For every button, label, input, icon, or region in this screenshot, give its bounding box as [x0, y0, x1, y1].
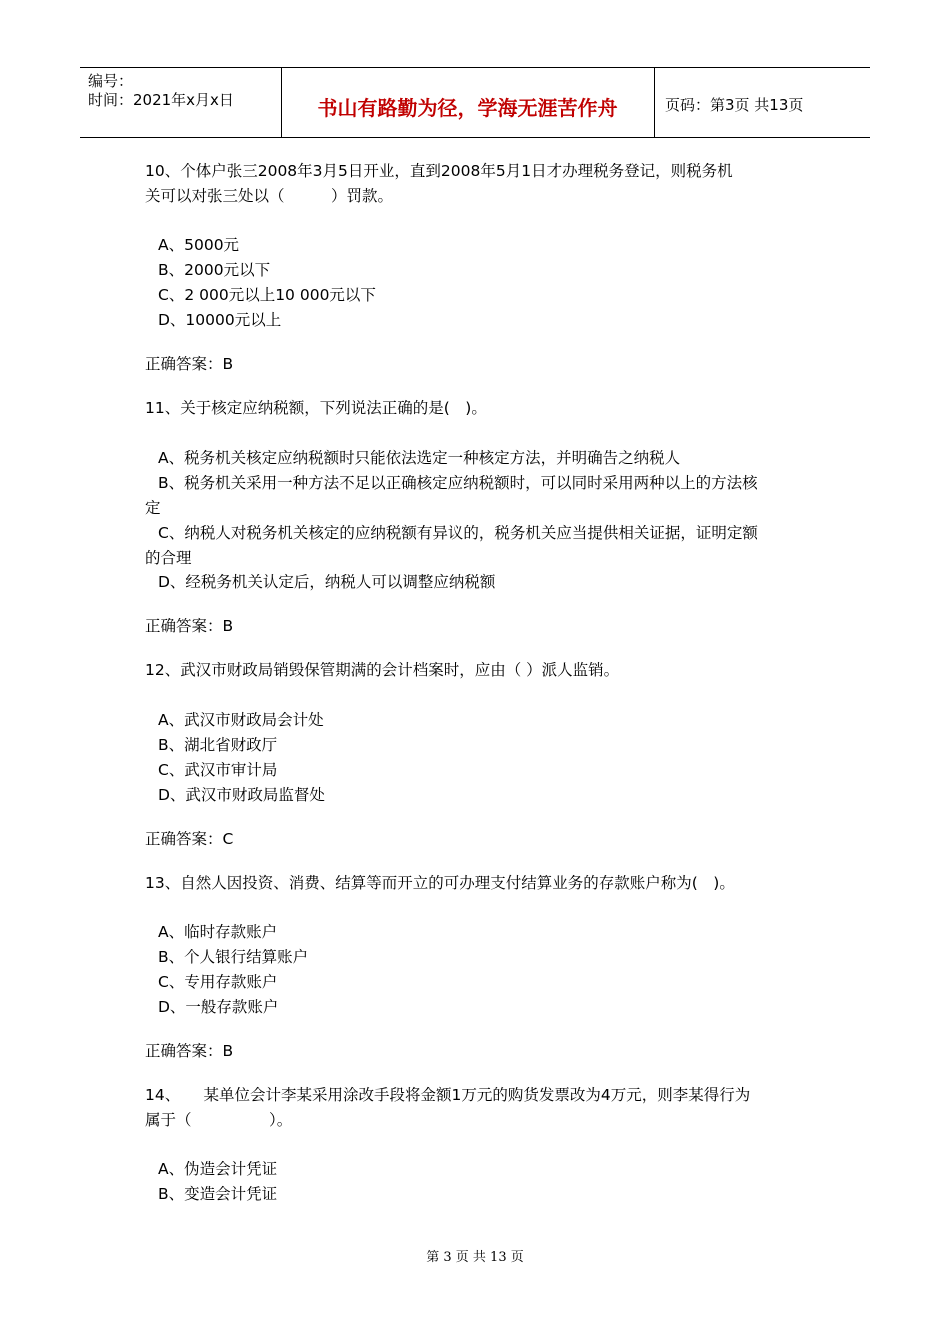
q11-stem: 11、关于核定应纳税额，下列说法正确的是( )。 — [145, 399, 487, 417]
header-motto-cell — [281, 68, 655, 137]
q10-option-b: B、2000元以下 — [158, 261, 271, 279]
q12-option-d: D、武汉市财政局监督处 — [158, 786, 325, 804]
q10-option-a: A、5000元 — [158, 236, 240, 254]
q14-option-a: A、伪造会计凭证 — [158, 1160, 278, 1178]
q13-option-a: A、临时存款账户 — [158, 923, 278, 941]
q12-option-c: C、武汉市审计局 — [158, 761, 278, 779]
code-label: 编号： — [88, 72, 134, 90]
q10-option-d: D、10000元以上 — [158, 311, 282, 329]
header-page-cell — [655, 68, 870, 137]
header-left-cell — [80, 68, 282, 137]
q12-stem: 12、武汉市财政局销毁保管期满的会计档案时，应由（ ）派人监销。 — [145, 661, 620, 679]
q11-option-b-cont: 定 — [145, 499, 161, 517]
q14-stem-line-2: 属于（ ）。 — [145, 1111, 293, 1129]
q11-option-b: B、税务机关采用一种方法不足以正确核定应纳税额时，可以同时采用两种以上的方法核 — [158, 474, 758, 492]
q12-option-b: B、湖北省财政厅 — [158, 736, 278, 754]
page-footer: 第 3 页 共 13 页 — [426, 1250, 524, 1265]
q11-option-d: D、经税务机关认定后，纳税人可以调整应纳税额 — [158, 573, 496, 591]
page-info: 页码：第3页 共13页 — [665, 96, 804, 114]
q14-stem-line-1: 14、 某单位会计李某采用涂改手段将金额1万元的购货发票改为4万元，则李某得行为 — [145, 1086, 751, 1104]
date-line: 时间：2021年x月x日 — [88, 91, 234, 109]
q10-answer: 正确答案：B — [145, 355, 234, 373]
motto: 书山有路勤为径，学海无涯苦作舟 — [317, 96, 618, 120]
q13-answer: 正确答案：B — [145, 1042, 234, 1060]
q10-stem-line-2: 关可以对张三处以（ ）罚款。 — [145, 187, 394, 205]
q10-stem-line-1: 10、个体户张三2008年3月5日开业，直到2008年5月1日才办理税务登记，则税务机 — [145, 162, 733, 180]
q11-answer: 正确答案：B — [145, 617, 234, 635]
q11-option-c: C、纳税人对税务机关核定的应纳税额有异议的，税务机关应当提供相关证据，证明定额 — [158, 524, 758, 542]
q10-option-c: C、2 000元以上10 000元以下 — [158, 286, 376, 304]
q11-option-c-cont: 的合理 — [145, 549, 192, 567]
q13-option-c: C、专用存款账户 — [158, 973, 278, 991]
page-header — [80, 67, 870, 138]
q13-stem: 13、自然人因投资、消费、结算等而开立的可办理支付结算业务的存款账户称为( )。 — [145, 874, 735, 892]
q12-answer: 正确答案：C — [145, 830, 234, 848]
q12-option-a: A、武汉市财政局会计处 — [158, 711, 324, 729]
q14-option-b: B、变造会计凭证 — [158, 1185, 278, 1203]
q11-option-a: A、税务机关核定应纳税额时只能依法选定一种核定方法，并明确告之纳税人 — [158, 449, 681, 467]
q13-option-d: D、一般存款账户 — [158, 998, 279, 1016]
q13-option-b: B、个人银行结算账户 — [158, 948, 309, 966]
